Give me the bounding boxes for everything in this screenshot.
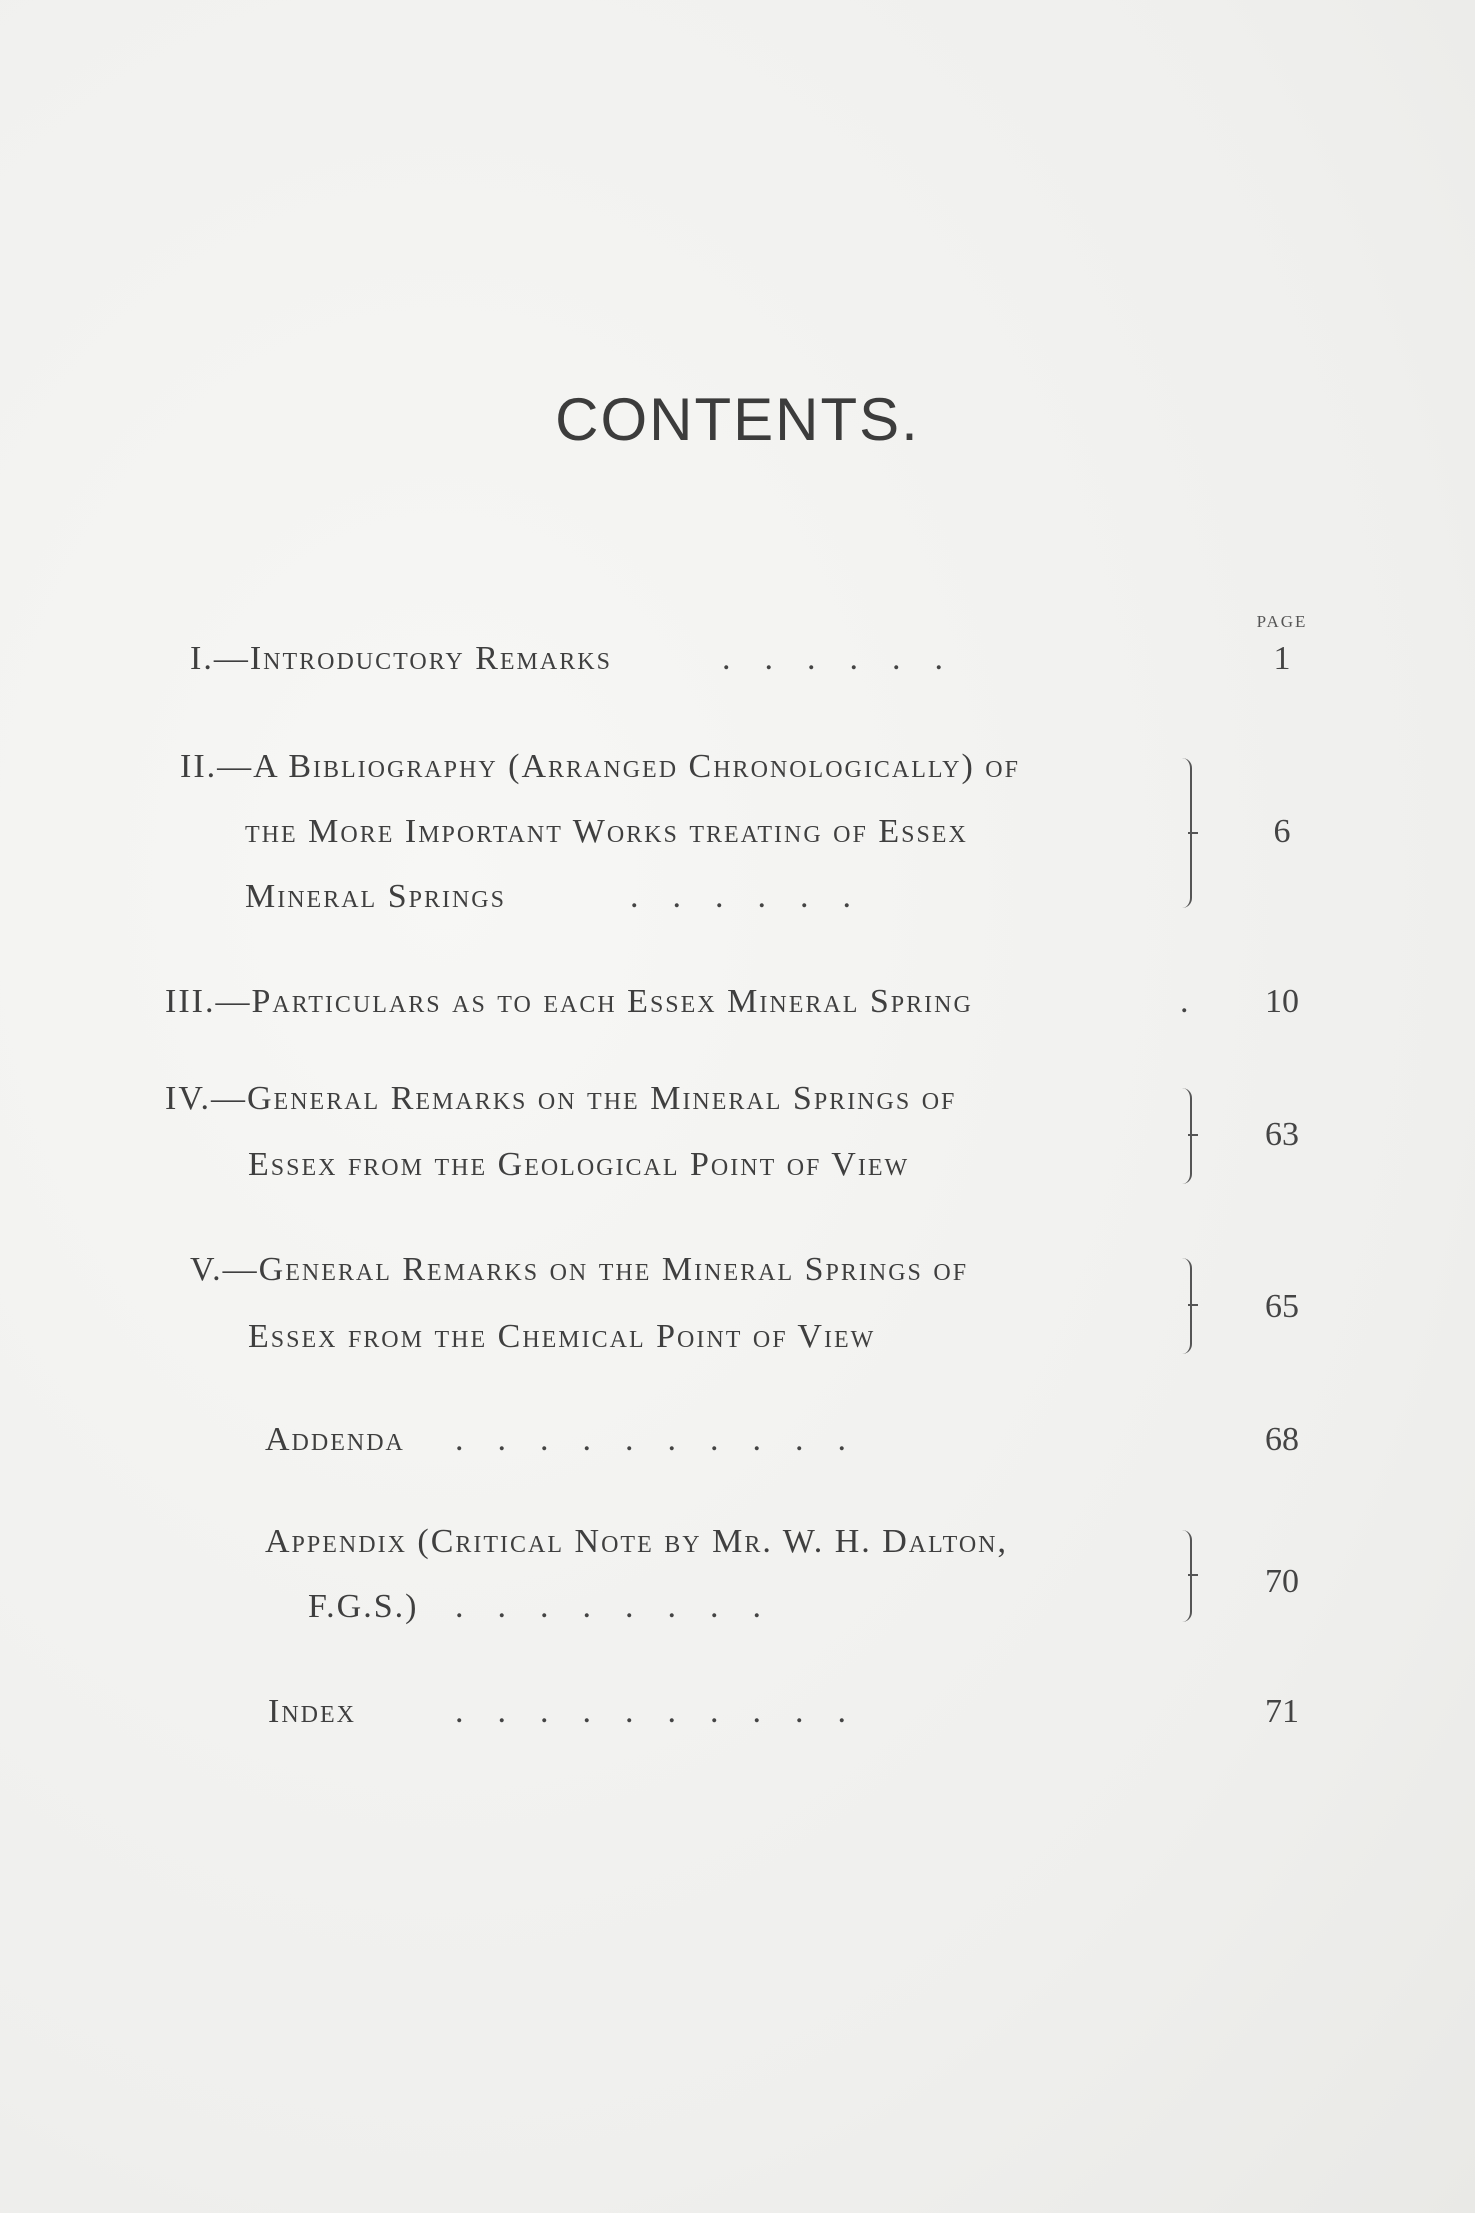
entry-4-line-2: Essex from the Geological Point of View	[248, 1146, 910, 1183]
leader-dots: .	[1180, 983, 1223, 1020]
entry-8-line-1: Index	[268, 1693, 356, 1730]
brace-tip	[1188, 1304, 1198, 1306]
entry-7-line-2: F.G.S.)	[308, 1588, 419, 1625]
entry-4-line-1: IV.—General Remarks on the Mineral Springs of	[165, 1080, 957, 1117]
entry-7-line-1: Appendix (Critical Note by Mr. W. H. Dalton,	[265, 1523, 1008, 1560]
entry-6-page: 68	[1265, 1421, 1299, 1458]
leader-dots: .​.​.​.​.​.	[630, 878, 885, 915]
entry-5-line-1: V.—General Remarks on the Mineral Springs of	[190, 1251, 969, 1288]
entry-6-line-1: Addenda	[265, 1421, 405, 1458]
entry-3-line-1: III.—Particulars as to each Essex Mineral Spring	[165, 983, 973, 1020]
page-title: CONTENTS.	[555, 386, 920, 453]
leader-dots: .​.​.​.​.​.​.​.	[455, 1588, 795, 1625]
entry-7-page: 70	[1265, 1563, 1299, 1600]
brace-tip	[1188, 1134, 1198, 1136]
brace	[1172, 1088, 1192, 1184]
brace-tip	[1188, 832, 1198, 834]
entry-4-page: 63	[1265, 1116, 1299, 1153]
leader-dots: .​.​.​.​.​.	[722, 640, 977, 677]
brace	[1172, 1530, 1192, 1622]
leader-dots: .​.​.​.​.​.​.​.​.​.	[455, 1693, 880, 1730]
entry-8-page: 71	[1265, 1693, 1299, 1730]
entry-2-line-3: Mineral Springs	[245, 878, 506, 915]
entry-2-page: 6	[1273, 813, 1291, 850]
entry-1-page: 1	[1273, 640, 1291, 677]
entry-2-line-2: the More Important Works treating of Essex	[245, 813, 968, 850]
entry-5-line-2: Essex from the Chemical Point of View	[248, 1318, 876, 1355]
entry-1-line-1: I.—Introductory Remarks	[190, 640, 612, 677]
entry-5-page: 65	[1265, 1288, 1299, 1325]
brace-tip	[1188, 1574, 1198, 1576]
leader-dots: .​.​.​.​.​.​.​.​.​.	[455, 1421, 880, 1458]
brace	[1172, 1258, 1192, 1354]
entry-3-page: 10	[1265, 983, 1299, 1020]
entry-2-line-1: II.—A Bibliography (Arranged Chronologically) of	[180, 748, 1020, 785]
page-column-heading: PAGE	[1256, 612, 1308, 631]
